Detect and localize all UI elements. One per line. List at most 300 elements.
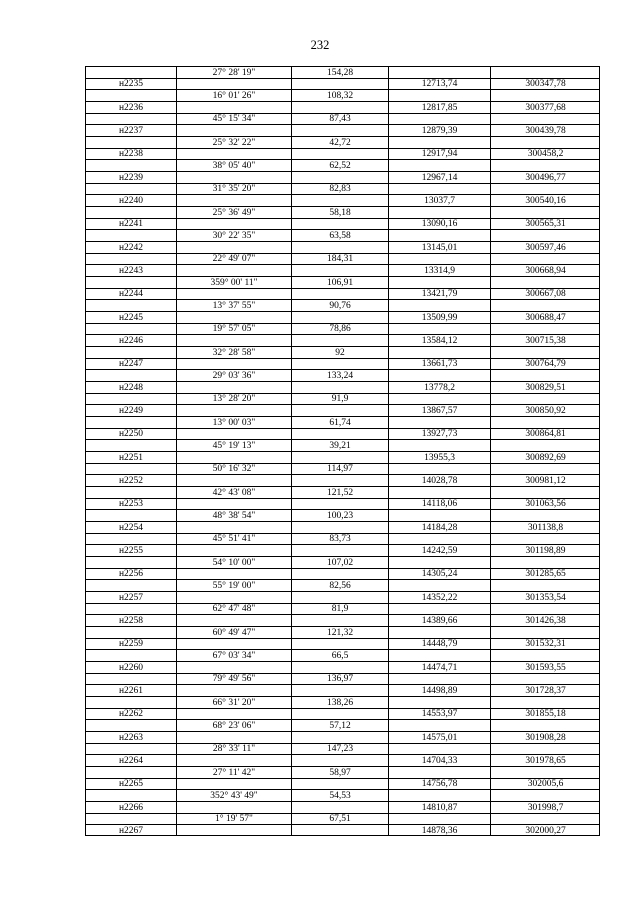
bearing-cell: 42° 43' 08" [176, 486, 291, 498]
empty-cell [291, 311, 388, 323]
coordinates-table [85, 66, 600, 836]
bearing-cell: 22° 49' 07" [176, 253, 291, 264]
empty-cell [490, 766, 600, 778]
bearing-cell: 79° 49' 56" [176, 673, 291, 684]
empty-cell [291, 591, 388, 603]
bearing-cell: 67° 03' 34" [176, 649, 291, 661]
empty-cell [291, 428, 388, 439]
empty-cell [176, 194, 291, 206]
x-coordinate-cell: 14575,01 [388, 731, 490, 743]
point-name-cell: н2237 [85, 124, 176, 136]
empty-cell [176, 218, 291, 229]
distance-cell: 57,12 [291, 719, 388, 731]
point-name-cell: н2239 [85, 171, 176, 183]
empty-cell [291, 778, 388, 789]
empty-cell [85, 603, 176, 614]
empty-cell [291, 334, 388, 346]
empty-cell [388, 323, 490, 334]
x-coordinate-cell: 13509,99 [388, 311, 490, 323]
x-coordinate-cell: 14448,79 [388, 638, 490, 649]
empty-cell [388, 136, 490, 148]
empty-cell [291, 661, 388, 673]
bearing-cell: 45° 15' 34" [176, 113, 291, 124]
empty-cell [388, 206, 490, 218]
empty-cell [388, 89, 490, 101]
bearing-cell: 54° 10' 00" [176, 556, 291, 568]
x-coordinate-cell: 14352,22 [388, 591, 490, 603]
y-coordinate-cell: 302005,6 [490, 778, 600, 789]
x-coordinate-cell: 14878,36 [388, 824, 490, 836]
empty-cell [490, 603, 600, 614]
y-coordinate-cell: 300981,12 [490, 474, 600, 486]
point-name-cell: н2254 [85, 521, 176, 533]
empty-cell [388, 113, 490, 124]
empty-cell [176, 358, 291, 369]
distance-cell: 87,43 [291, 113, 388, 124]
empty-cell [291, 568, 388, 579]
empty-cell [85, 229, 176, 241]
x-coordinate-cell: 14704,33 [388, 754, 490, 766]
empty-cell [85, 743, 176, 754]
bearing-cell: 50° 16' 32" [176, 463, 291, 474]
distance-cell: 78,86 [291, 323, 388, 334]
point-name-cell: н2236 [85, 101, 176, 113]
y-coordinate-cell: 300377,68 [490, 101, 600, 113]
empty-cell [176, 801, 291, 813]
empty-cell [388, 276, 490, 288]
empty-cell [85, 649, 176, 661]
empty-cell [176, 78, 291, 89]
y-coordinate-cell: 300458,2 [490, 148, 600, 159]
bearing-cell: 55° 19' 00" [176, 579, 291, 591]
bearing-cell: 29° 03' 36" [176, 369, 291, 381]
empty-cell [388, 369, 490, 381]
empty-cell [388, 743, 490, 754]
distance-cell: 81,9 [291, 603, 388, 614]
empty-cell [291, 148, 388, 159]
empty-cell [490, 509, 600, 521]
empty-cell [388, 463, 490, 474]
empty-cell [388, 486, 490, 498]
point-name-cell: н2241 [85, 218, 176, 229]
empty-cell [388, 789, 490, 801]
bearing-cell: 68° 23' 06" [176, 719, 291, 731]
empty-cell [490, 369, 600, 381]
empty-cell [388, 766, 490, 778]
distance-cell: 58,97 [291, 766, 388, 778]
empty-cell [388, 66, 490, 78]
empty-cell [85, 463, 176, 474]
y-coordinate-cell: 301998,7 [490, 801, 600, 813]
empty-cell [176, 101, 291, 113]
y-coordinate-cell: 301532,31 [490, 638, 600, 649]
empty-cell [388, 533, 490, 544]
empty-cell [85, 346, 176, 358]
empty-cell [85, 439, 176, 451]
x-coordinate-cell: 14184,28 [388, 521, 490, 533]
point-name-cell: н2265 [85, 778, 176, 789]
point-name-cell: н2259 [85, 638, 176, 649]
bearing-cell: 32° 28' 58" [176, 346, 291, 358]
bearing-cell: 27° 11' 42" [176, 766, 291, 778]
point-name-cell: н2266 [85, 801, 176, 813]
point-name-cell: н2240 [85, 194, 176, 206]
empty-cell [85, 789, 176, 801]
empty-cell [291, 194, 388, 206]
empty-cell [85, 183, 176, 194]
y-coordinate-cell: 300496,77 [490, 171, 600, 183]
empty-cell [291, 264, 388, 276]
empty-cell [85, 299, 176, 311]
empty-cell [291, 638, 388, 649]
distance-cell: 82,83 [291, 183, 388, 194]
page-number: 232 [310, 38, 330, 52]
empty-cell [490, 159, 600, 171]
empty-cell [176, 404, 291, 416]
empty-cell [291, 474, 388, 486]
point-name-cell: н2262 [85, 708, 176, 719]
empty-cell [490, 416, 600, 428]
empty-cell [176, 778, 291, 789]
point-name-cell: н2256 [85, 568, 176, 579]
empty-cell [85, 486, 176, 498]
empty-cell [291, 171, 388, 183]
y-coordinate-cell: 300715,38 [490, 334, 600, 346]
bearing-cell: 13° 00' 03" [176, 416, 291, 428]
x-coordinate-cell: 13145,01 [388, 241, 490, 253]
empty-cell [291, 124, 388, 136]
point-name-cell: н2253 [85, 498, 176, 509]
x-coordinate-cell: 14553,97 [388, 708, 490, 719]
point-name-cell: н2251 [85, 451, 176, 463]
point-name-cell: н2247 [85, 358, 176, 369]
empty-cell [176, 638, 291, 649]
y-coordinate-cell: 300688,47 [490, 311, 600, 323]
bearing-cell: 66° 31' 20" [176, 696, 291, 708]
empty-cell [176, 264, 291, 276]
y-coordinate-cell: 301063,56 [490, 498, 600, 509]
y-coordinate-cell: 301285,65 [490, 568, 600, 579]
x-coordinate-cell: 14028,78 [388, 474, 490, 486]
bearing-cell: 352° 43' 49" [176, 789, 291, 801]
distance-cell: 92 [291, 346, 388, 358]
point-name-cell: н2252 [85, 474, 176, 486]
x-coordinate-cell: 14756,78 [388, 778, 490, 789]
y-coordinate-cell: 300565,31 [490, 218, 600, 229]
bearing-cell: 45° 51' 41" [176, 533, 291, 544]
empty-cell [490, 486, 600, 498]
x-coordinate-cell: 14118,06 [388, 498, 490, 509]
empty-cell [291, 824, 388, 836]
bearing-cell: 38° 05' 40" [176, 159, 291, 171]
empty-cell [388, 229, 490, 241]
y-coordinate-cell: 302000,27 [490, 824, 600, 836]
empty-cell [490, 393, 600, 404]
point-name-cell: н2243 [85, 264, 176, 276]
empty-cell [490, 276, 600, 288]
point-name-cell: н2245 [85, 311, 176, 323]
y-coordinate-cell: 301908,28 [490, 731, 600, 743]
empty-cell [490, 649, 600, 661]
distance-cell: 83,73 [291, 533, 388, 544]
empty-cell [176, 591, 291, 603]
empty-cell [85, 113, 176, 124]
distance-cell: 106,91 [291, 276, 388, 288]
empty-cell [176, 614, 291, 626]
x-coordinate-cell: 14810,87 [388, 801, 490, 813]
empty-cell [291, 544, 388, 556]
bearing-cell: 13° 37' 55" [176, 299, 291, 311]
bearing-cell: 31° 35' 20" [176, 183, 291, 194]
empty-cell [85, 556, 176, 568]
bearing-cell: 359° 00' 11" [176, 276, 291, 288]
empty-cell [490, 136, 600, 148]
empty-cell [291, 801, 388, 813]
point-name-cell: н2238 [85, 148, 176, 159]
empty-cell [85, 276, 176, 288]
empty-cell [291, 754, 388, 766]
empty-cell [388, 416, 490, 428]
empty-cell [176, 824, 291, 836]
empty-cell [490, 183, 600, 194]
distance-cell: 184,31 [291, 253, 388, 264]
point-name-cell: н2250 [85, 428, 176, 439]
distance-cell: 100,23 [291, 509, 388, 521]
empty-cell [291, 451, 388, 463]
x-coordinate-cell: 12967,14 [388, 171, 490, 183]
distance-cell: 54,53 [291, 789, 388, 801]
point-name-cell: н2264 [85, 754, 176, 766]
distance-cell: 133,24 [291, 369, 388, 381]
empty-cell [85, 66, 176, 78]
empty-cell [176, 334, 291, 346]
distance-cell: 63,58 [291, 229, 388, 241]
empty-cell [490, 626, 600, 638]
empty-cell [490, 743, 600, 754]
empty-cell [85, 159, 176, 171]
empty-cell [176, 708, 291, 719]
empty-cell [291, 358, 388, 369]
distance-cell: 121,32 [291, 626, 388, 638]
x-coordinate-cell: 13955,3 [388, 451, 490, 463]
x-coordinate-cell: 13927,73 [388, 428, 490, 439]
y-coordinate-cell: 301855,18 [490, 708, 600, 719]
y-coordinate-cell: 301138,8 [490, 521, 600, 533]
empty-cell [388, 159, 490, 171]
empty-cell [490, 323, 600, 334]
empty-cell [85, 719, 176, 731]
point-name-cell: н2246 [85, 334, 176, 346]
bearing-cell: 16° 01' 26" [176, 89, 291, 101]
distance-cell: 42,72 [291, 136, 388, 148]
empty-cell [176, 754, 291, 766]
empty-cell [176, 544, 291, 556]
empty-cell [490, 439, 600, 451]
empty-cell [176, 661, 291, 673]
x-coordinate-cell: 13867,57 [388, 404, 490, 416]
distance-cell: 136,97 [291, 673, 388, 684]
bearing-cell: 25° 32' 22" [176, 136, 291, 148]
distance-cell: 138,26 [291, 696, 388, 708]
bearing-cell: 48° 38' 54" [176, 509, 291, 521]
empty-cell [291, 101, 388, 113]
empty-cell [85, 766, 176, 778]
empty-cell [388, 439, 490, 451]
empty-cell [176, 124, 291, 136]
empty-cell [490, 533, 600, 544]
empty-cell [85, 393, 176, 404]
empty-cell [291, 708, 388, 719]
x-coordinate-cell: 13090,16 [388, 218, 490, 229]
empty-cell [490, 696, 600, 708]
y-coordinate-cell: 300597,46 [490, 241, 600, 253]
empty-cell [388, 509, 490, 521]
distance-cell: 108,32 [291, 89, 388, 101]
empty-cell [85, 206, 176, 218]
distance-cell: 82,56 [291, 579, 388, 591]
empty-cell [176, 451, 291, 463]
distance-cell: 62,52 [291, 159, 388, 171]
empty-cell [388, 346, 490, 358]
x-coordinate-cell: 13314,9 [388, 264, 490, 276]
distance-cell: 147,23 [291, 743, 388, 754]
empty-cell [490, 229, 600, 241]
empty-cell [388, 649, 490, 661]
empty-cell [85, 813, 176, 824]
empty-cell [176, 684, 291, 696]
empty-cell [176, 288, 291, 299]
point-name-cell: н2257 [85, 591, 176, 603]
x-coordinate-cell: 12713,74 [388, 78, 490, 89]
point-name-cell: н2244 [85, 288, 176, 299]
x-coordinate-cell: 13421,79 [388, 288, 490, 299]
empty-cell [388, 813, 490, 824]
empty-cell [291, 381, 388, 393]
x-coordinate-cell: 13661,73 [388, 358, 490, 369]
point-name-cell: н2242 [85, 241, 176, 253]
empty-cell [85, 579, 176, 591]
empty-cell [85, 416, 176, 428]
point-name-cell: н2248 [85, 381, 176, 393]
empty-cell [291, 288, 388, 299]
empty-cell [176, 568, 291, 579]
bearing-cell: 28° 33' 11" [176, 743, 291, 754]
bearing-cell: 60° 49' 47" [176, 626, 291, 638]
empty-cell [85, 136, 176, 148]
y-coordinate-cell: 301728,37 [490, 684, 600, 696]
empty-cell [490, 113, 600, 124]
empty-cell [291, 404, 388, 416]
empty-cell [291, 498, 388, 509]
bearing-cell: 62° 47' 48" [176, 603, 291, 614]
x-coordinate-cell: 14305,24 [388, 568, 490, 579]
empty-cell [291, 521, 388, 533]
bearing-cell: 45° 19' 13" [176, 439, 291, 451]
empty-cell [176, 521, 291, 533]
point-name-cell: н2258 [85, 614, 176, 626]
empty-cell [490, 299, 600, 311]
point-name-cell: н2249 [85, 404, 176, 416]
x-coordinate-cell: 12917,94 [388, 148, 490, 159]
point-name-cell: н2255 [85, 544, 176, 556]
bearing-cell: 13° 28' 20" [176, 393, 291, 404]
empty-cell [490, 579, 600, 591]
empty-cell [388, 626, 490, 638]
y-coordinate-cell: 301593,55 [490, 661, 600, 673]
empty-cell [291, 241, 388, 253]
point-name-cell: н2235 [85, 78, 176, 89]
y-coordinate-cell: 301426,38 [490, 614, 600, 626]
x-coordinate-cell: 14474,71 [388, 661, 490, 673]
x-coordinate-cell: 14389,66 [388, 614, 490, 626]
point-name-cell: н2261 [85, 684, 176, 696]
empty-cell [176, 498, 291, 509]
empty-cell [490, 673, 600, 684]
empty-cell [291, 78, 388, 89]
distance-cell: 61,74 [291, 416, 388, 428]
point-name-cell: н2260 [85, 661, 176, 673]
distance-cell: 114,97 [291, 463, 388, 474]
x-coordinate-cell: 14242,59 [388, 544, 490, 556]
distance-cell: 58,18 [291, 206, 388, 218]
y-coordinate-cell: 300892,69 [490, 451, 600, 463]
empty-cell [176, 381, 291, 393]
empty-cell [85, 323, 176, 334]
y-coordinate-cell: 301978,65 [490, 754, 600, 766]
empty-cell [388, 696, 490, 708]
empty-cell [490, 346, 600, 358]
empty-cell [85, 533, 176, 544]
empty-cell [388, 299, 490, 311]
empty-cell [490, 463, 600, 474]
x-coordinate-cell: 13584,12 [388, 334, 490, 346]
distance-cell: 154,28 [291, 66, 388, 78]
y-coordinate-cell: 301198,89 [490, 544, 600, 556]
empty-cell [388, 579, 490, 591]
x-coordinate-cell: 13778,2 [388, 381, 490, 393]
empty-cell [176, 474, 291, 486]
distance-cell: 91,9 [291, 393, 388, 404]
y-coordinate-cell: 300347,78 [490, 78, 600, 89]
distance-cell: 90,76 [291, 299, 388, 311]
bearing-cell: 25° 36' 49" [176, 206, 291, 218]
y-coordinate-cell: 300540,16 [490, 194, 600, 206]
empty-cell [176, 171, 291, 183]
x-coordinate-cell: 12879,39 [388, 124, 490, 136]
empty-cell [291, 684, 388, 696]
y-coordinate-cell: 300850,92 [490, 404, 600, 416]
y-coordinate-cell: 300439,78 [490, 124, 600, 136]
distance-cell: 107,02 [291, 556, 388, 568]
empty-cell [176, 731, 291, 743]
empty-cell [291, 218, 388, 229]
empty-cell [291, 614, 388, 626]
empty-cell [388, 393, 490, 404]
empty-cell [388, 719, 490, 731]
point-name-cell: н2263 [85, 731, 176, 743]
empty-cell [388, 183, 490, 194]
y-coordinate-cell: 300764,79 [490, 358, 600, 369]
empty-cell [176, 148, 291, 159]
distance-cell: 66,5 [291, 649, 388, 661]
empty-cell [176, 241, 291, 253]
empty-cell [85, 253, 176, 264]
y-coordinate-cell: 300667,08 [490, 288, 600, 299]
empty-cell [291, 731, 388, 743]
empty-cell [85, 509, 176, 521]
empty-cell [490, 556, 600, 568]
empty-cell [85, 696, 176, 708]
